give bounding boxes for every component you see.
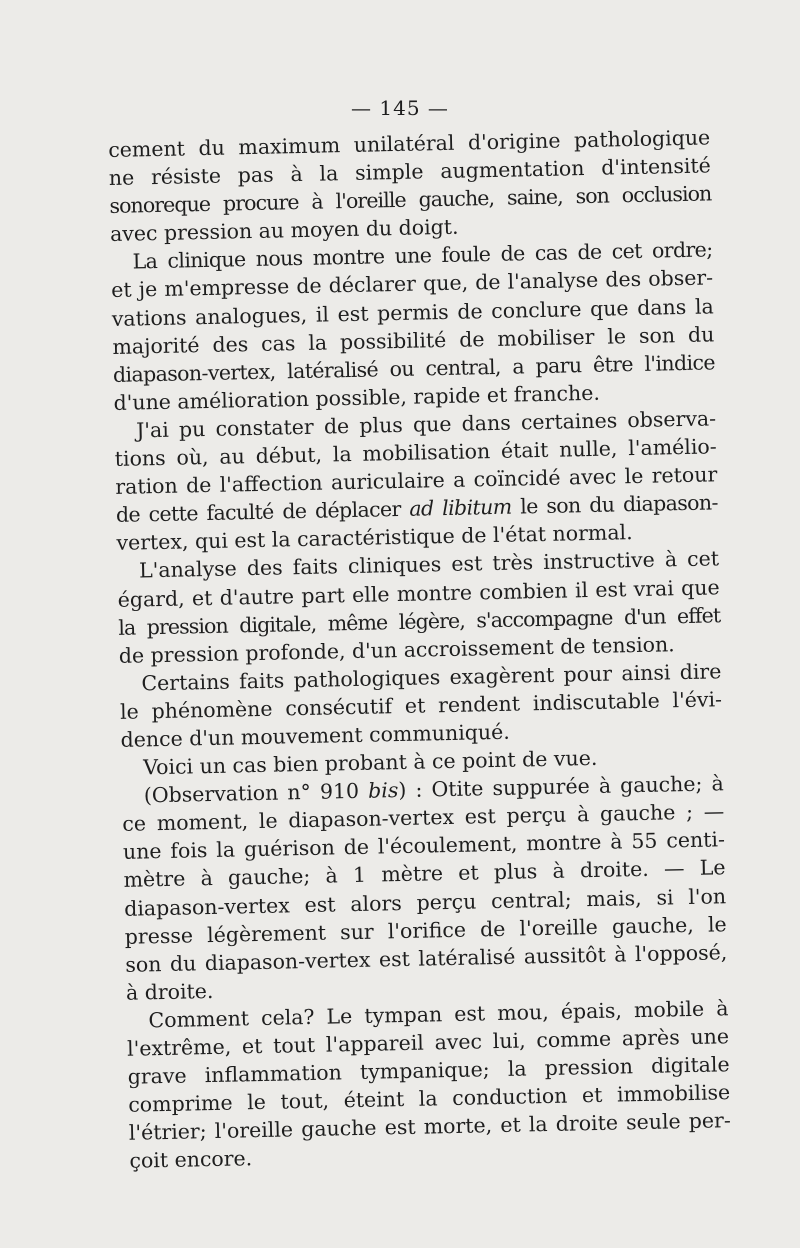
text-line: (Observation n° 910 bis) : Otite suppurée à gauche; à [143,771,724,808]
page-number: — 145 — [351,96,449,120]
text-line: Certains faits pathologiques exagèrent pour ainsi dire [141,659,722,696]
text-line: cement du maximum unilatéral d'origine pathologique [108,125,711,162]
text-line: égard, et d'autre part elle montre combien il est vrai que [117,574,720,612]
text-line: çoit encore. [129,1146,253,1174]
text-line: ce moment, le diapason-vertex est perçu à gauche ; — [122,799,725,837]
text-line: le phénomène consécutif et rendent indiscutable l'évi- [119,687,723,724]
text-line: majorité des cas la possibilité de mobiliser le son du [112,322,715,359]
text-line: et je m'empresse de déclarer que, de l'analyse des obser- [110,265,714,303]
text-line: ne résiste pas à la simple augmentation d'intensité [108,153,712,191]
text-line: l'extrême, et tout l'appareil avec lui, comme après une [126,1024,730,1061]
text-line: diapason-vertex, latéralisé ou central, a paru être l'indice [112,350,716,387]
text-line: mètre à gauche; à 1 mètre et plus à droite. — Le [123,855,726,893]
text-line: grave inflammation tympanique; la pression digitale [127,1052,730,1089]
text-line: de cette faculté de déplacer ad libitum le son du diapason- [115,490,719,528]
text-line: avec pression au moyen du doigt. [109,214,459,247]
text-line: vations analogues, il est permis de conclure que dans la [111,293,714,331]
text-line: son du diapason-vertex est latéralisé aussitôt à l'opposé, [125,939,728,977]
text-line: tions où, au début, la mobilisation était nulle, l'amélio- [114,434,717,471]
text-line: Voici un cas bien probant à ce point de vue. [142,745,598,780]
text-line: vertex, qui est la caractéristique de l'état normal. [116,520,633,556]
text-line: la pression digitale, même légère, s'accompagne d'un effet [118,602,721,640]
text-line: l'étrier; l'oreille gauche est morte, et la droite seule per- [128,1108,732,1146]
text-line: dence d'un mouvement communiqué. [120,719,510,752]
text-line: d'une amélioration possible, rapide et franche. [113,380,601,415]
text-line: une fois la guérison de l'écoulement, montre à 55 centi- [122,827,726,865]
text-line: comprime le tout, éteint la conduction et immobilise [128,1080,731,1117]
text-line: J'ai pu constater de plus que dans certaines observa- [135,406,717,443]
body-text [108,123,732,1175]
text-line: La clinique nous montre une foule de cas de cet ordre; [132,237,713,274]
text-line: L'analyse des faits cliniques est très instructive à cet [138,546,720,583]
text-line: diapason-vertex est alors perçu central; mais, si l'on [123,883,727,921]
text-line: Comment cela? Le tympan est mou, épais, mobile à [148,996,729,1033]
text-line: presse légèrement sur l'orifice de l'oreille gauche, le [124,911,727,949]
text-line: de pression profonde, d'un accroissement de tension. [118,631,675,668]
text-line: sonoreque procure à l'oreille gauche, saine, son occlusion [109,181,712,219]
text-line: à droite. [125,978,214,1005]
text-line: ration de l'affection auriculaire a coïncidé avec le retour [115,462,718,500]
